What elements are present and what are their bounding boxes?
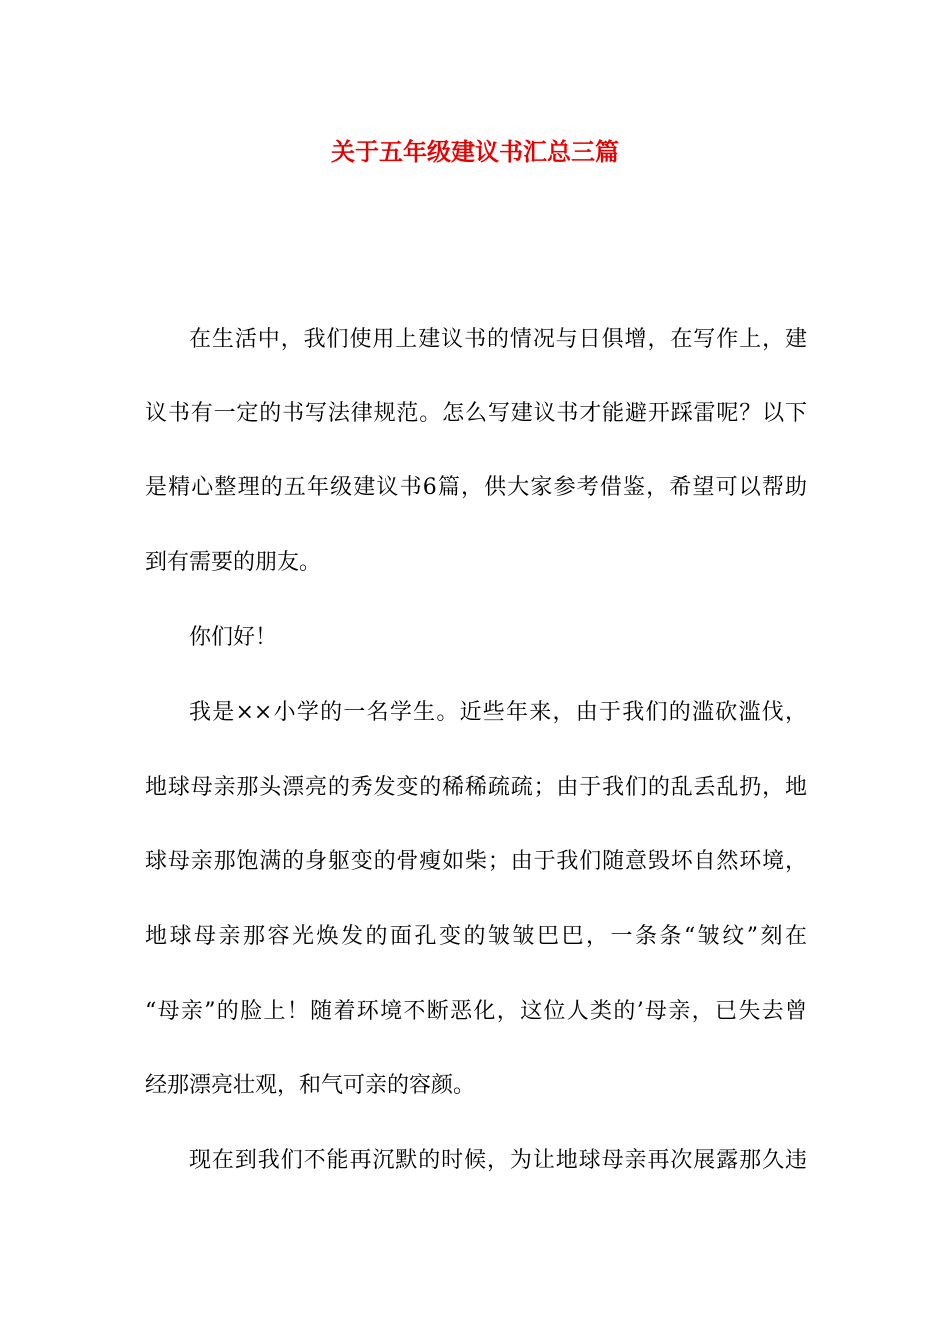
document-title: 关于五年级建议书汇总三篇: [331, 138, 619, 166]
paragraph-line: 议书有一定的书写法律规范。怎么写建议书才能避开踩雷呢？以下: [145, 401, 807, 426]
paragraph-line: 是精心整理的五年级建议书6篇，供大家参考借鉴，希望可以帮助: [145, 475, 807, 500]
paragraph-line: 经那漂亮壮观，和气可亲的容颜。: [145, 1073, 476, 1098]
greeting-line: 你们好！: [189, 625, 278, 650]
paragraph-line: 球母亲那饱满的身躯变的骨瘦如柴；由于我们随意毁坏自然环境，: [145, 849, 807, 874]
paragraph-line: 在生活中，我们使用上建议书的情况与日俱增，在写作上，建: [189, 327, 807, 352]
paragraph-line: 地球母亲那头漂亮的秀发变的稀稀疏疏；由于我们的乱丢乱扔，地: [145, 775, 807, 800]
paragraph-line: 到有需要的朋友。: [145, 550, 322, 575]
paragraph-line: 现在到我们不能再沉默的时候，为让地球母亲再次展露那久违: [189, 1148, 807, 1173]
paragraph-line: “母亲”的脸上！随着环境不断恶化，这位人类的’母亲，已失去曾: [145, 999, 807, 1024]
paragraph-line: 我是××小学的一名学生。近些年来，由于我们的滥砍滥伐，: [189, 700, 807, 725]
paragraph-line: 地球母亲那容光焕发的面孔变的皱皱巴巴，一条条“皱纹”刻在: [145, 924, 807, 949]
